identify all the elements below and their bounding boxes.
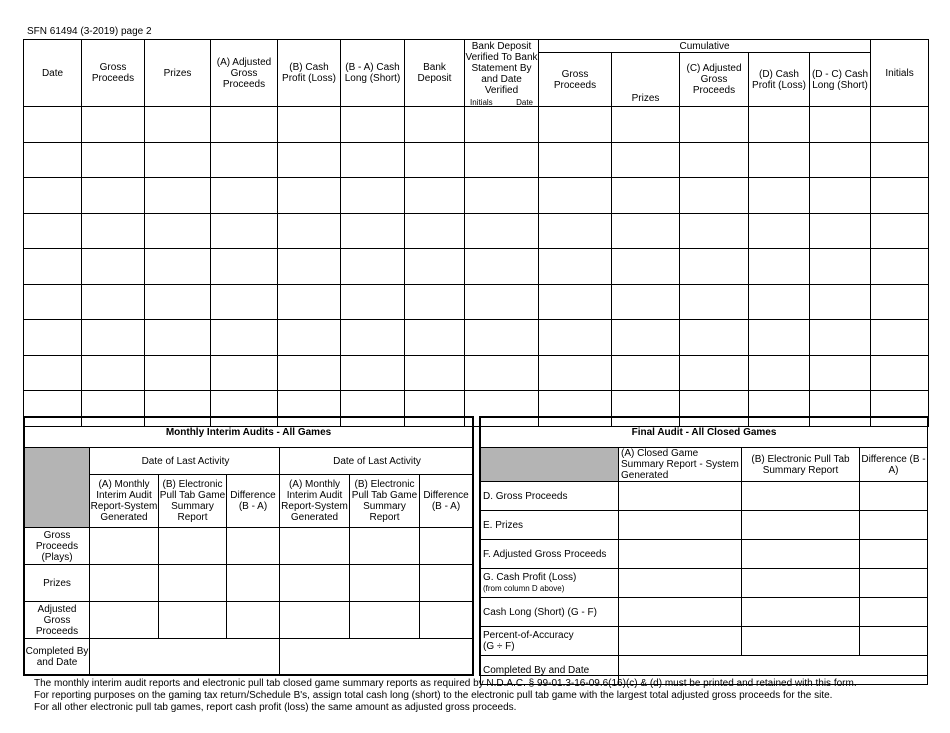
header-gross-proceeds: Gross Proceeds (82, 40, 145, 107)
log-cell[interactable] (465, 178, 539, 214)
header-cum-prizes: Prizes (612, 53, 680, 107)
log-cell[interactable] (278, 249, 341, 285)
deposit-date-label: Date (516, 98, 533, 107)
log-cell[interactable] (211, 249, 278, 285)
log-cell[interactable] (24, 107, 82, 143)
log-cell[interactable] (612, 320, 680, 356)
log-cell[interactable] (465, 320, 539, 356)
log-cell[interactable] (680, 249, 749, 285)
monthly-date-last-activity-1: Date of Last Activity (90, 448, 280, 475)
final-cell[interactable] (742, 627, 860, 656)
log-cell[interactable] (810, 249, 871, 285)
log-cell[interactable] (24, 178, 82, 214)
monthly-cell[interactable] (280, 602, 350, 639)
log-cell[interactable] (871, 355, 929, 391)
daily-log-body (24, 107, 929, 427)
log-cell[interactable] (680, 213, 749, 249)
log-row (24, 142, 929, 178)
log-cell[interactable] (749, 142, 810, 178)
log-cell[interactable] (24, 355, 82, 391)
monthly-date-last-activity-2: Date of Last Activity (280, 448, 473, 475)
final-title: Final Audit - All Closed Games (481, 418, 928, 448)
log-cell[interactable] (82, 284, 145, 320)
log-cell[interactable] (810, 284, 871, 320)
log-cell[interactable] (145, 249, 211, 285)
monthly-col-a-1: (A) Monthly Interim Audit Report-System Generated (90, 475, 159, 528)
header-cum-cash-profit: (D) Cash Profit (Loss) (749, 53, 810, 107)
final-col-a: (A) Closed Game Summary Report - System Generated (619, 448, 742, 482)
monthly-cell[interactable] (350, 602, 420, 639)
log-cell[interactable] (680, 320, 749, 356)
log-cell[interactable] (145, 213, 211, 249)
log-cell[interactable] (871, 320, 929, 356)
log-cell[interactable] (749, 249, 810, 285)
header-date: Date (24, 40, 82, 107)
monthly-interim-audits-section (23, 416, 474, 676)
log-cell[interactable] (680, 178, 749, 214)
monthly-completed-cell-2[interactable] (280, 639, 473, 675)
log-cell[interactable] (871, 213, 929, 249)
log-cell[interactable] (539, 178, 612, 214)
log-cell[interactable] (539, 355, 612, 391)
log-cell[interactable] (612, 142, 680, 178)
log-cell[interactable] (341, 355, 405, 391)
monthly-col-b-2: (B) Electronic Pull Tab Game Summary Report (350, 475, 420, 528)
log-cell[interactable] (405, 178, 465, 214)
log-cell[interactable] (612, 213, 680, 249)
log-row (24, 178, 929, 214)
log-cell[interactable] (539, 320, 612, 356)
final-cell[interactable] (860, 482, 928, 511)
footnote-3: For all other electronic pull tab games, report cash profit (loss) the same amount as adjusted gross proceeds. (34, 702, 517, 713)
final-row-accuracy (481, 627, 619, 656)
log-cell[interactable] (24, 213, 82, 249)
log-cell[interactable] (465, 213, 539, 249)
monthly-row-gross: Gross Proceeds (Plays) (25, 528, 90, 565)
monthly-cell[interactable] (227, 528, 280, 565)
log-cell[interactable] (871, 249, 929, 285)
log-cell[interactable] (82, 178, 145, 214)
log-cell[interactable] (24, 320, 82, 356)
log-cell[interactable] (278, 284, 341, 320)
log-cell[interactable] (211, 107, 278, 143)
log-cell[interactable] (405, 142, 465, 178)
monthly-cell[interactable] (350, 565, 420, 602)
log-cell[interactable] (211, 178, 278, 214)
monthly-cell[interactable] (280, 528, 350, 565)
monthly-cell[interactable] (420, 602, 473, 639)
final-row-cash-profit (481, 569, 619, 598)
final-row-prizes: E. Prizes (481, 511, 619, 540)
monthly-row-prizes: Prizes (25, 565, 90, 602)
log-cell[interactable] (405, 284, 465, 320)
log-cell[interactable] (278, 213, 341, 249)
log-cell[interactable] (680, 284, 749, 320)
header-cash-profit: (B) Cash Profit (Loss) (278, 40, 341, 107)
form-id: SFN 61494 (3-2019) page 2 (27, 26, 152, 37)
log-cell[interactable] (24, 284, 82, 320)
log-cell[interactable] (341, 249, 405, 285)
final-cell[interactable] (860, 511, 928, 540)
footnote-2: For reporting purposes on the gaming tax return/Schedule B's, assign total cash long (short) to the electronic pull tab game with the largest total adjusted gross proceeds for the site. (34, 690, 833, 701)
log-cell[interactable] (539, 107, 612, 143)
log-cell[interactable] (465, 249, 539, 285)
header-cumulative: Cumulative (539, 40, 871, 53)
log-cell[interactable] (82, 355, 145, 391)
final-audit-section (479, 416, 928, 676)
final-cell[interactable] (860, 598, 928, 627)
log-cell[interactable] (82, 107, 145, 143)
monthly-col-a-2: (A) Monthly Interim Audit Report-System Generated (280, 475, 350, 528)
log-cell[interactable] (405, 213, 465, 249)
log-cell[interactable] (82, 142, 145, 178)
monthly-cell[interactable] (420, 565, 473, 602)
final-cell[interactable] (742, 598, 860, 627)
final-cell[interactable] (742, 569, 860, 598)
log-cell[interactable] (539, 284, 612, 320)
log-cell[interactable] (145, 355, 211, 391)
monthly-cell[interactable] (159, 565, 227, 602)
header-cum-cash-long: (D - C) Cash Long (Short) (810, 53, 871, 107)
log-cell[interactable] (341, 320, 405, 356)
monthly-col-diff-1: Difference (B - A) (227, 475, 280, 528)
final-cell[interactable] (860, 540, 928, 569)
log-cell[interactable] (680, 107, 749, 143)
final-row-cash-long: Cash Long (Short) (G - F) (481, 598, 619, 627)
final-cell[interactable] (619, 598, 742, 627)
header-prizes: Prizes (145, 40, 211, 107)
monthly-cell[interactable] (90, 602, 159, 639)
log-cell[interactable] (211, 284, 278, 320)
log-cell[interactable] (278, 355, 341, 391)
footnotes (34, 678, 857, 714)
monthly-col-diff-2: Difference (B - A) (420, 475, 473, 528)
log-cell[interactable] (810, 142, 871, 178)
final-cell[interactable] (742, 540, 860, 569)
log-cell[interactable] (612, 178, 680, 214)
log-cell[interactable] (749, 355, 810, 391)
final-row-cash-profit-label: G. Cash Profit (Loss) (483, 572, 577, 583)
header-adjusted-gross: (A) Adjusted Gross Proceeds (211, 40, 278, 107)
log-cell[interactable] (278, 178, 341, 214)
log-cell[interactable] (810, 178, 871, 214)
log-cell[interactable] (810, 355, 871, 391)
monthly-gray-corner (25, 448, 90, 528)
log-cell[interactable] (810, 213, 871, 249)
log-cell[interactable] (341, 107, 405, 143)
monthly-completed-cell-1[interactable] (90, 639, 280, 675)
log-cell[interactable] (465, 107, 539, 143)
log-cell[interactable] (24, 142, 82, 178)
final-gray-corner (481, 448, 619, 482)
log-row (24, 320, 929, 356)
final-cell[interactable] (619, 627, 742, 656)
monthly-col-b-1: (B) Electronic Pull Tab Game Summary Report (159, 475, 227, 528)
log-cell[interactable] (24, 249, 82, 285)
log-cell[interactable] (539, 213, 612, 249)
monthly-cell[interactable] (350, 528, 420, 565)
final-col-diff: Difference (B - A) (860, 448, 928, 482)
log-cell[interactable] (680, 142, 749, 178)
log-cell[interactable] (465, 142, 539, 178)
log-cell[interactable] (539, 142, 612, 178)
log-cell[interactable] (145, 320, 211, 356)
final-row-completed: Completed By and Date (481, 656, 619, 685)
log-cell[interactable] (341, 142, 405, 178)
log-cell[interactable] (810, 107, 871, 143)
log-cell[interactable] (612, 107, 680, 143)
log-cell[interactable] (749, 284, 810, 320)
log-cell[interactable] (612, 355, 680, 391)
final-cell[interactable] (742, 482, 860, 511)
monthly-cell[interactable] (159, 602, 227, 639)
final-cell[interactable] (619, 540, 742, 569)
final-cell[interactable] (860, 569, 928, 598)
final-row-gross: D. Gross Proceeds (481, 482, 619, 511)
log-cell[interactable] (612, 284, 680, 320)
header-cum-gross: Gross Proceeds (539, 53, 612, 107)
monthly-title: Monthly Interim Audits - All Games (25, 418, 473, 448)
log-cell[interactable] (749, 213, 810, 249)
log-cell[interactable] (749, 107, 810, 143)
final-cell[interactable] (619, 482, 742, 511)
deposit-verified-label: Bank Deposit Verified To Bank Statement By and Date Verified (465, 41, 538, 96)
log-cell[interactable] (278, 107, 341, 143)
final-row-accuracy-label: Percent-of-Accuracy (483, 630, 574, 641)
log-row (24, 249, 929, 285)
monthly-cell[interactable] (90, 565, 159, 602)
log-cell[interactable] (749, 178, 810, 214)
log-cell[interactable] (145, 142, 211, 178)
monthly-cell[interactable] (159, 528, 227, 565)
log-cell[interactable] (465, 355, 539, 391)
log-cell[interactable] (211, 213, 278, 249)
log-cell[interactable] (278, 142, 341, 178)
log-cell[interactable] (278, 320, 341, 356)
log-cell[interactable] (680, 355, 749, 391)
daily-log-table (23, 39, 929, 427)
log-cell[interactable] (465, 284, 539, 320)
log-row (24, 213, 929, 249)
log-cell[interactable] (405, 107, 465, 143)
deposit-initials-label: Initials (470, 98, 493, 107)
log-cell[interactable] (871, 142, 929, 178)
log-cell[interactable] (871, 178, 929, 214)
final-cell[interactable] (619, 569, 742, 598)
log-row (24, 355, 929, 391)
log-cell[interactable] (612, 249, 680, 285)
monthly-cell[interactable] (280, 565, 350, 602)
log-cell[interactable] (341, 213, 405, 249)
log-cell[interactable] (871, 284, 929, 320)
monthly-cell[interactable] (420, 528, 473, 565)
monthly-row-adjusted-gross: Adjusted Gross Proceeds (25, 602, 90, 639)
footnote-1: The monthly interim audit reports and electronic pull tab closed game summary reports as required by N.D.A.C. § 99-01.3-16-09.6(16)(c) & (d) must be printed and retained with this form. (34, 678, 857, 689)
log-cell[interactable] (211, 320, 278, 356)
log-cell[interactable] (341, 284, 405, 320)
log-row (24, 284, 929, 320)
header-initials: Initials (871, 40, 929, 107)
log-cell[interactable] (82, 213, 145, 249)
log-cell[interactable] (749, 320, 810, 356)
log-row (24, 107, 929, 143)
header-deposit-verified (465, 40, 539, 107)
log-cell[interactable] (539, 249, 612, 285)
final-cell[interactable] (619, 511, 742, 540)
final-col-b: (B) Electronic Pull Tab Summary Report (742, 448, 860, 482)
log-cell[interactable] (405, 249, 465, 285)
monthly-row-completed: Completed By and Date (25, 639, 90, 675)
log-cell[interactable] (145, 178, 211, 214)
log-cell[interactable] (145, 107, 211, 143)
log-cell[interactable] (211, 355, 278, 391)
final-row-cash-profit-note: (from column D above) (483, 584, 565, 593)
header-bank-deposit: Bank Deposit (405, 40, 465, 107)
final-row-adjusted-gross: F. Adjusted Gross Proceeds (481, 540, 619, 569)
header-cum-adjusted-gross: (C) Adjusted Gross Proceeds (680, 53, 749, 107)
final-row-accuracy-formula: (G ÷ F) (483, 641, 515, 652)
log-cell[interactable] (211, 142, 278, 178)
log-cell[interactable] (405, 320, 465, 356)
monthly-cell[interactable] (90, 528, 159, 565)
final-cell[interactable] (742, 511, 860, 540)
log-cell[interactable] (341, 178, 405, 214)
log-cell[interactable] (82, 320, 145, 356)
header-cash-long: (B - A) Cash Long (Short) (341, 40, 405, 107)
final-cell[interactable] (860, 627, 928, 656)
log-cell[interactable] (405, 355, 465, 391)
log-cell[interactable] (145, 284, 211, 320)
log-cell[interactable] (82, 249, 145, 285)
log-cell[interactable] (871, 107, 929, 143)
monthly-cell[interactable] (227, 565, 280, 602)
log-cell[interactable] (810, 320, 871, 356)
monthly-cell[interactable] (227, 602, 280, 639)
